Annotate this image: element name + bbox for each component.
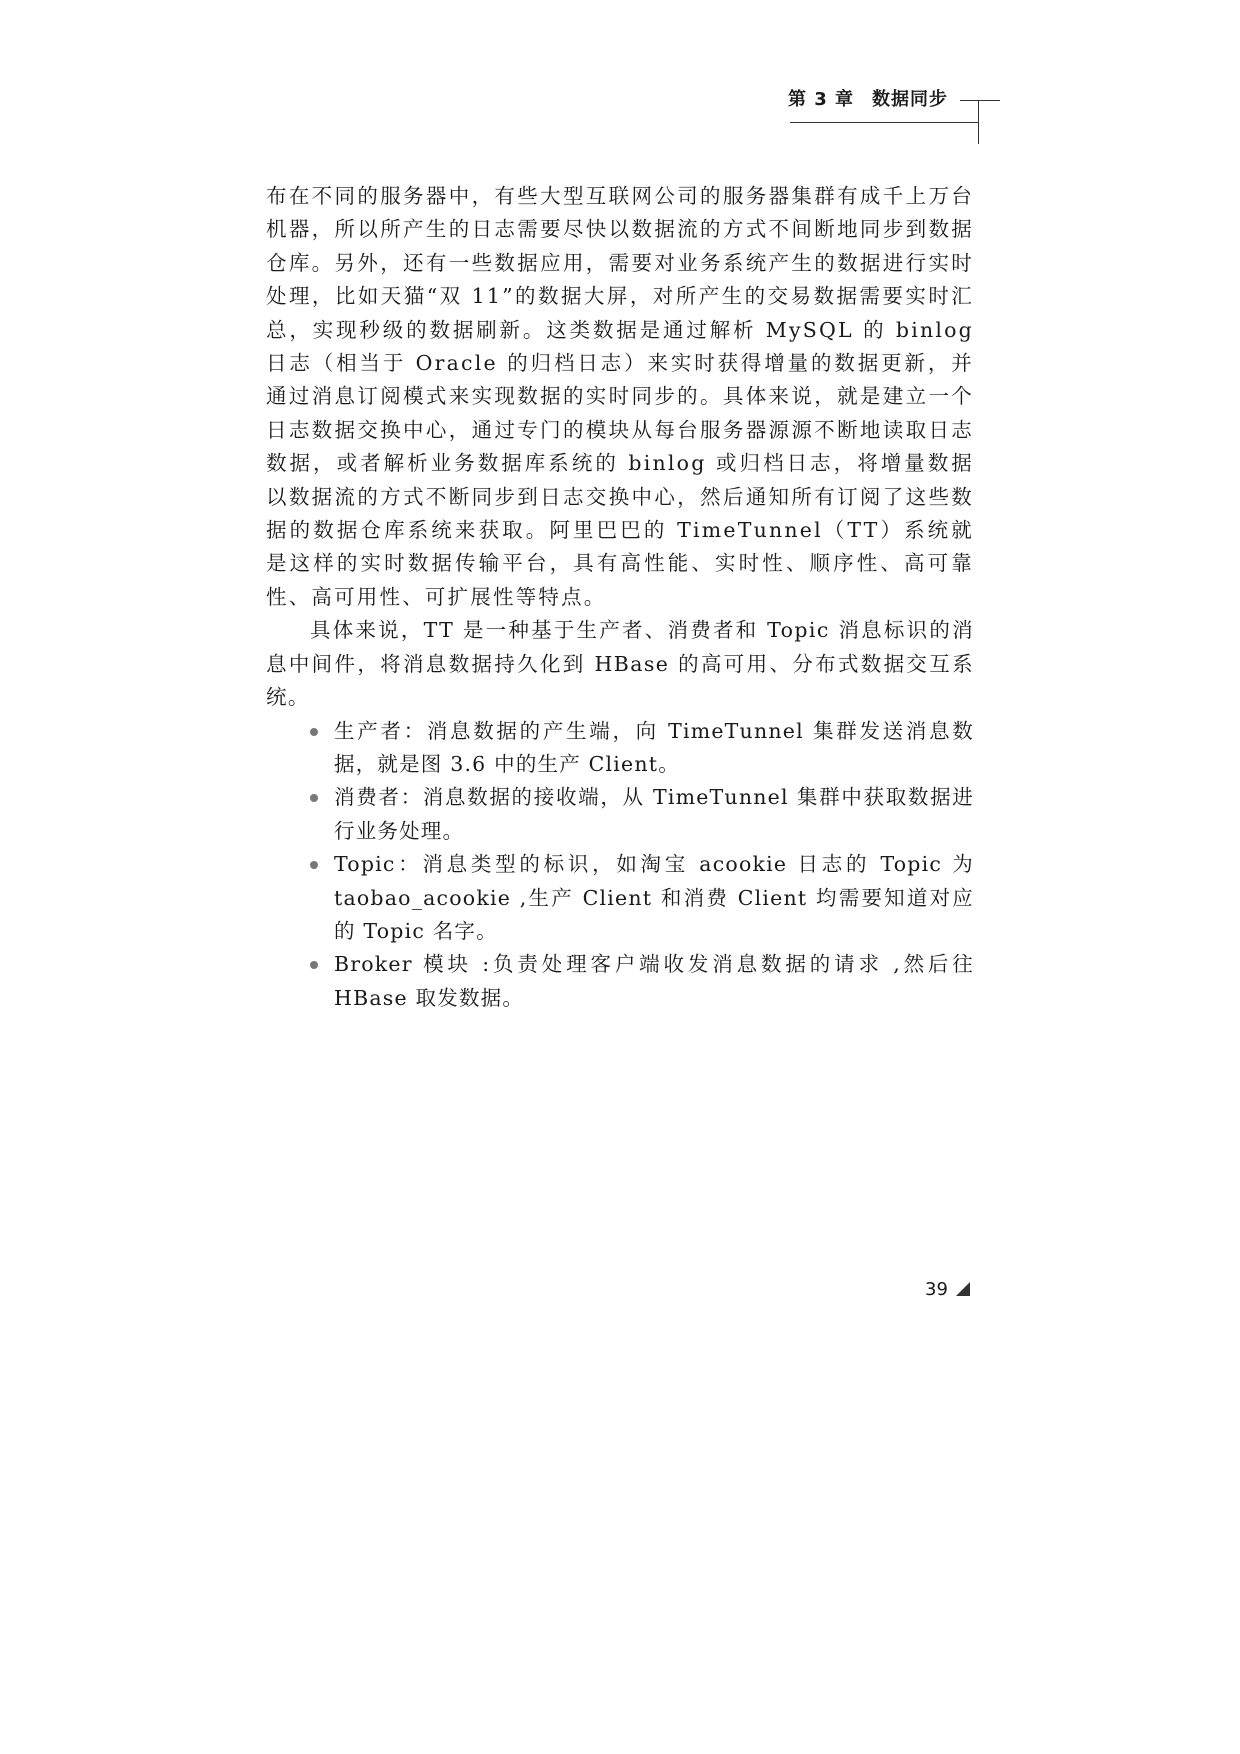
bullet-icon	[310, 861, 318, 869]
chapter-number: 第 3 章	[787, 89, 854, 110]
running-header	[787, 88, 1000, 144]
chapter-title: 数据同步	[872, 89, 948, 110]
list-item-text: Topic：消息类型的标识，如淘宝 acookie 日志的 Topic 为 taobao_acookie ,生产 Client 和消费 Client 均需要知道对应的 Topic 名字。	[334, 852, 974, 943]
header-rule-vertical	[978, 100, 979, 144]
body-paragraph-2: 具体来说，TT 是一种基于生产者、消费者和 Topic 消息标识的消息中间件，将消息数据持久化到 HBase 的高可用、分布式数据交互系统。	[266, 618, 974, 710]
page-body	[266, 180, 974, 1015]
bullet-icon	[310, 961, 318, 969]
list-item-consumer	[266, 781, 974, 848]
header-rule-top-tick	[960, 100, 1000, 101]
list-item-topic	[266, 848, 974, 948]
page-footer	[925, 1278, 970, 1302]
body-paragraph-1: 布在不同的服务器中，有些大型互联网公司的服务器集群有成千上万台机器，所以所产生的日志需要尽快以数据流的方式不间断地同步到数据仓库。另外，还有一些数据应用，需要对业务系统产生的数据进行实时处理，比如天猫“双 11”的数据大屏，对所产生的交易数据需要实时汇总，实现秒级的数据刷新。这类数据是通过解析 MySQL 的 binlog 日志（相当于 Oracle 的归档日志）来实时获得增量的数据更新，并通过消息订阅模式来实现数据的实时同步的。具体来说，就是建立一个日志数据交换中心，通过专门的模块从每台服务器源源不断地读取日志数据，或者解析业务数据库系统的 binlog 或归档日志，将增量数据以数据流的方式不断同步到日志交换中心，然后通知所有订阅了这些数据的数据仓库系统来获取。阿里巴巴的 TimeTunnel（TT）系统就是这样的实时数据传输平台，具有高性能、实时性、顺序性、高可靠性、高可用性、可扩展性等特点。	[266, 184, 974, 609]
component-list	[266, 715, 974, 1016]
header-title	[788, 88, 948, 112]
header-rule-horizontal	[790, 122, 978, 123]
list-item-broker	[266, 948, 974, 1015]
list-item-text: Broker 模块 :负责处理客户端收发消息数据的请求 ,然后往 HBase 取发数据。	[334, 952, 974, 1010]
triangle-corner-icon	[956, 1282, 970, 1296]
bullet-icon	[310, 728, 318, 736]
bullet-icon	[310, 794, 318, 802]
list-item-text: 生产者：消息数据的产生端，向 TimeTunnel 集群发送消息数据，就是图 3.6 中的生产 Client。	[334, 718, 974, 776]
list-item-producer	[266, 715, 974, 782]
page-number: 39	[925, 1279, 948, 1300]
list-item-text: 消费者：消息数据的接收端，从 TimeTunnel 集群中获取数据进行业务处理。	[334, 785, 974, 843]
